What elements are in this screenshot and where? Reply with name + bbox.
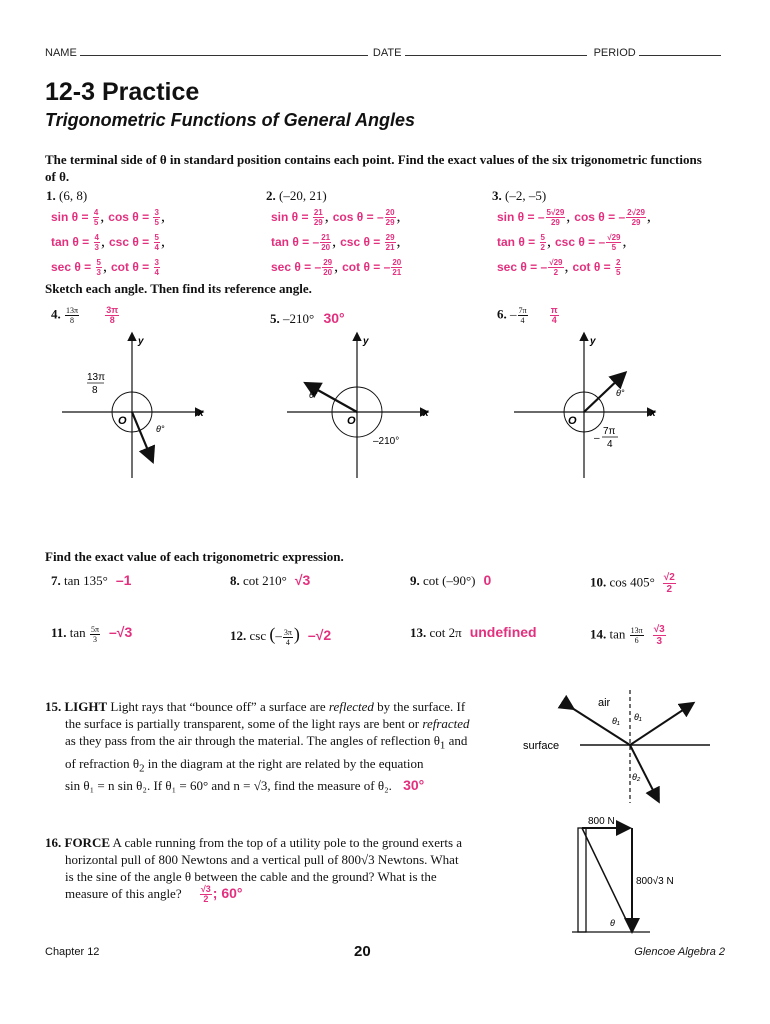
answer-fraction: $\frac{\pi}{4}$	[550, 305, 558, 325]
footer-chapter: Chapter 12	[45, 946, 100, 958]
sec-value: sec θ = $\frac{5}{3}$	[51, 258, 101, 278]
answer: 30°	[323, 310, 345, 326]
problem-number: 3.	[492, 188, 502, 203]
answer: –1	[115, 572, 132, 588]
problem-point-3: 3. (–2, –5) sin θ = – $\frac{5√29}{29}$ , cos θ = – $\frac{2√29}{29}$ , tan θ = $\frac{5}{2}$ , csc θ = – $\frac{√29}{5}$ , sec θ = – $\frac{√29}{2}$ , cot θ = $\frac{2}{5}$	[492, 188, 651, 278]
tan-value: tan θ = – $\frac{21}{20}$	[271, 233, 331, 253]
utility-pole	[578, 828, 586, 932]
p16-line1: 16. FORCE A cable running from the top of a utility pole to the ground exerts a	[45, 835, 463, 850]
sec-value: sec θ = – $\frac{√29}{2}$	[497, 258, 563, 278]
problem-number: 5.	[270, 311, 280, 326]
origin-label: O	[347, 415, 356, 427]
origin-label: O	[568, 415, 577, 427]
p15-line4: of refraction $\theta_2$ in the diagram at the right are related by the equation	[65, 755, 424, 775]
expression-13: 13. cot 2π undefined	[410, 624, 537, 640]
cos-value: cos θ = $\frac{3}{5}$	[108, 208, 159, 228]
origin-label: O	[118, 415, 127, 427]
problem-point-1: 1. (6, 8) sin θ = $\frac{4}{5}$ , cos θ = $\frac{3}{5}$ , tan θ = $\frac{4}{3}$ , csc θ = $\frac{5}{4}$ , sec θ = $\frac{5}{3}$ , cot θ = $\frac{3}{4}$	[46, 188, 165, 278]
expression-7: 7. tan 135° –1	[51, 572, 132, 588]
answer: undefined	[469, 624, 537, 640]
air-label: air	[598, 697, 611, 709]
cos-value: cos θ = – $\frac{2√29}{29}$	[574, 208, 645, 228]
sketch-diagram-4	[60, 328, 220, 483]
sin-value: sin θ = $\frac{4}{5}$	[51, 208, 99, 228]
problem-5	[270, 310, 345, 327]
p16-answer: $\frac{√3}{2}$ ; 60°	[200, 884, 243, 904]
x-label: x	[423, 408, 429, 419]
name-field[interactable]	[80, 46, 368, 56]
cable-diagram	[570, 812, 690, 936]
answer-fraction: $\frac{3\pi}{8}$	[106, 305, 119, 325]
page-subtitle: Trigonometric Functions of General Angles	[45, 110, 416, 130]
answer: $\frac{√3}{3}$	[653, 624, 665, 647]
cot-value: cot θ = $\frac{2}{5}$	[572, 258, 621, 278]
vertical-force-label: 800√3 N	[636, 876, 674, 887]
theta-label: θ°	[616, 388, 625, 398]
problem-number: 1.	[46, 188, 56, 203]
csc-value: csc θ = $\frac{29}{21}$	[340, 233, 395, 253]
answer: –√3	[108, 624, 133, 640]
x-label: x	[198, 408, 204, 419]
sin-value: sin θ = – $\frac{5√29}{29}$	[497, 208, 565, 228]
tan-value: tan θ = $\frac{4}{3}$	[51, 233, 99, 253]
cos-value: cos θ = – $\frac{20}{29}$	[332, 208, 395, 228]
theta1-left-label: θ₁	[612, 716, 620, 726]
cot-value: cot θ = – $\frac{20}{21}$	[342, 258, 402, 278]
incident-ray	[572, 708, 630, 745]
problem-4	[51, 306, 120, 325]
header	[45, 46, 725, 59]
p15-answer: 30°	[403, 777, 425, 794]
question-fraction: $\frac{13\pi}{8}$	[66, 306, 79, 325]
sin-value: sin θ = $\frac{21}{29}$	[271, 208, 323, 228]
instructions-exact: Find the exact value of each trigonometric expression.	[45, 549, 344, 564]
problem-point-2: 2. (–20, 21) sin θ = $\frac{21}{29}$ , cos θ = – $\frac{20}{29}$ , tan θ = – $\frac{21}{20}$ , csc θ = $\frac{29}{21}$ , sec θ = – $\frac{29}{20}$ , cot θ = – $\frac{20}{21}$	[266, 188, 402, 278]
y-label: y	[363, 336, 369, 347]
question-fraction: $\frac{7\pi}{4}$	[518, 306, 527, 325]
period-label: PERIOD	[593, 47, 636, 59]
expression-14: 14. tan $\frac{13\pi}{6}$ $\frac{√3}{3}$	[590, 624, 665, 647]
terminal-side	[132, 412, 152, 460]
theta-label: θ°	[156, 424, 165, 434]
answer: √3	[294, 572, 311, 588]
angle-label-den: 8	[92, 385, 98, 396]
theta2-label: θ₂	[632, 772, 641, 782]
problem-15	[45, 698, 515, 794]
date-field[interactable]	[405, 46, 587, 56]
csc-value: csc θ = – $\frac{√29}{5}$	[554, 233, 621, 253]
problem-number: 4.	[51, 306, 61, 322]
horizontal-force-label: 800 N	[588, 816, 615, 827]
question: –210°	[283, 311, 315, 326]
angle-label-num: 7π	[603, 426, 616, 437]
csc-value: csc θ = $\frac{5}{4}$	[108, 233, 159, 253]
p16-line4: measure of this angle? $\frac{√3}{2}$ ; 60°	[65, 884, 243, 904]
theta-label: θ°	[309, 390, 318, 400]
p15-line1: 15. LIGHT Light rays that “bounce off” a surface are reflected by the surface. If	[45, 699, 466, 714]
tan-value: tan θ = $\frac{5}{2}$	[497, 233, 545, 253]
instructions-points: The terminal side of θ in standard position contains each point. Find the exact values of the six trigonometric functions of θ.	[45, 152, 702, 184]
point: (–2, –5)	[505, 188, 547, 203]
reflected-ray	[630, 704, 692, 745]
cable-line	[582, 828, 632, 932]
surface-label: surface	[523, 740, 560, 752]
footer-book: Glencoe Algebra 2	[634, 946, 725, 958]
expression-8: 8. cot 210° √3	[230, 572, 311, 588]
cot-value: cot θ = $\frac{3}{4}$	[110, 258, 159, 278]
angle-label-num: 13π	[87, 372, 106, 383]
page-title: 12-3 Practice	[45, 78, 200, 106]
problem-number: 2.	[266, 188, 276, 203]
p15-line5: sin θ₁ = n sin θ₂. If θ₁ = 60° and n = √3, find the measure of θ₂. 30°	[65, 777, 425, 794]
expression-12: 12. csc (– $\frac{3\pi}{4}$ ) –√2	[230, 624, 332, 647]
sketch-diagram-5	[285, 328, 445, 483]
sec-value: sec θ = – $\frac{29}{20}$	[271, 258, 333, 278]
answer: –√2	[307, 627, 332, 643]
date-label: DATE	[372, 47, 402, 59]
answer: 0	[483, 572, 492, 588]
problem-6	[497, 306, 560, 325]
theta-label: θ	[610, 918, 615, 928]
footer-page-number: 20	[354, 943, 371, 960]
p16-line2: horizontal pull of 800 Newtons and a vertical pull of 800√3 Newtons. What	[65, 852, 459, 867]
problem-16	[45, 834, 515, 904]
answer: $\frac{√2}{2}$	[663, 572, 675, 595]
name-label: NAME	[45, 47, 77, 59]
p15-line2: the surface is partially transparent, some of the light rays are bent or refracted	[65, 716, 470, 731]
question-sign: –	[510, 306, 517, 322]
sketch-diagram-6	[512, 328, 672, 483]
period-field[interactable]	[639, 46, 721, 56]
p15-line3: as they pass from the air through the material. The angles of reflection $\theta_1$ and	[65, 733, 468, 752]
expression-9: 9. cot (–90°) 0	[410, 572, 492, 588]
instructions-sketch: Sketch each angle. Then find its reference angle.	[45, 281, 312, 296]
expression-10: 10. cos 405° $\frac{√2}{2}$	[590, 572, 675, 595]
p16-line3: is the sine of the angle θ between the cable and the ground? What is the	[65, 869, 437, 884]
expression-11: 11. tan $\frac{5\pi}{3}$ –√3	[51, 624, 133, 644]
angle-label-den: 4	[607, 439, 613, 450]
refraction-diagram	[520, 688, 720, 806]
problem-number: 6.	[497, 306, 507, 322]
theta1-right-label: θ₁	[634, 712, 642, 722]
x-label: x	[650, 408, 656, 419]
point: (–20, 21)	[279, 188, 327, 203]
y-label: y	[138, 336, 144, 347]
angle-label: –210°	[373, 436, 400, 447]
angle-label-sign: –	[594, 433, 600, 444]
point: (6, 8)	[59, 188, 88, 203]
y-label: y	[590, 336, 596, 347]
